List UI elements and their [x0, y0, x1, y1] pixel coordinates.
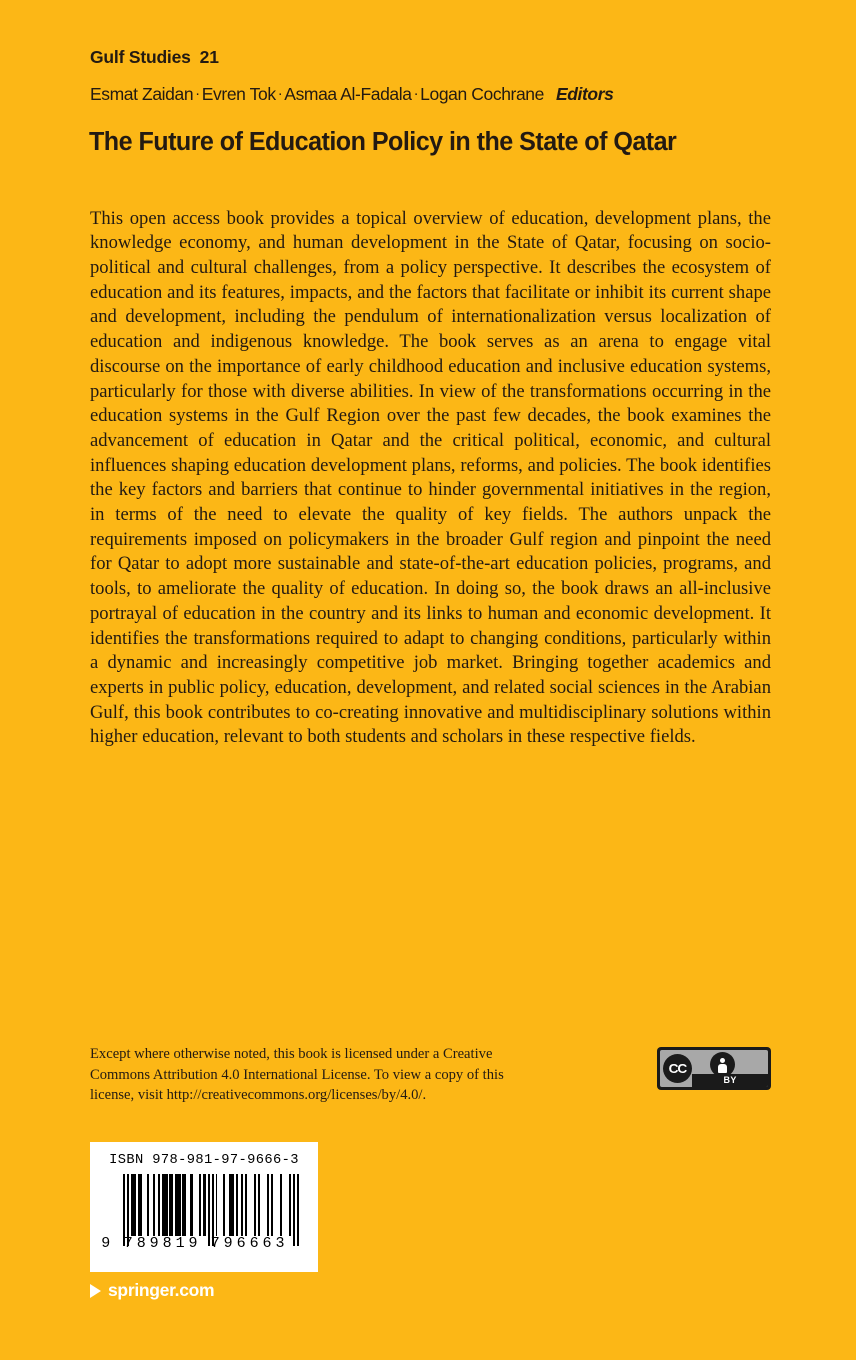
barcode-bar	[158, 1174, 160, 1236]
editor-separator: ·	[277, 85, 283, 102]
play-triangle-icon	[90, 1284, 101, 1298]
series-volume: 21	[199, 47, 219, 67]
barcode-digit: 9	[149, 1235, 159, 1252]
editor-name-4: Logan Cochrane	[420, 84, 544, 104]
person-head	[720, 1058, 725, 1063]
barcode-bar	[245, 1174, 247, 1236]
isbn-barcode	[90, 1142, 318, 1272]
isbn-text: ISBN 978-981-97-9666-3	[109, 1152, 299, 1168]
barcode-digit: 6	[262, 1235, 272, 1252]
springer-logo[interactable]	[90, 1280, 214, 1301]
barcode-digit: 6	[249, 1235, 259, 1252]
barcode-digit: 7	[210, 1235, 220, 1252]
barcode-bar	[147, 1174, 149, 1236]
barcode-bar	[190, 1174, 194, 1236]
editors-role-label: Editors	[555, 84, 614, 104]
barcode-bar	[258, 1174, 260, 1236]
barcode-space	[247, 1174, 254, 1175]
cc-badge-inner	[660, 1050, 768, 1087]
person-glyph	[716, 1057, 730, 1073]
publisher-name: springer.com	[108, 1280, 215, 1300]
barcode-digit: 7	[123, 1235, 133, 1252]
editor-separator: ·	[413, 85, 419, 102]
barcode-bar	[267, 1174, 269, 1236]
barcode-digit: 6	[236, 1235, 246, 1252]
barcode-bar	[236, 1174, 238, 1236]
by-label: BY	[692, 1074, 768, 1087]
barcode-digit: 1	[175, 1235, 185, 1252]
editors-line	[90, 84, 613, 105]
license-notice: Except where otherwise noted, this book is licensed under a Creative Commons Attribution 4.0 International License. To view a copy of this license, visit http://creativecommons.org/licenses/by/4.0/.	[90, 1046, 504, 1103]
barcode-bar	[182, 1174, 186, 1236]
barcode-bar	[203, 1174, 207, 1236]
barcode-bar	[131, 1174, 137, 1236]
editor-name-3: Asmaa Al-Fadala	[284, 84, 412, 104]
barcode-bar	[229, 1174, 235, 1236]
barcode-bar	[138, 1174, 142, 1236]
barcode-digit: 9	[223, 1235, 233, 1252]
barcode-digits	[102, 1235, 306, 1251]
barcode-bar	[153, 1174, 155, 1236]
editor-name-1: Esmat Zaidan	[90, 84, 194, 104]
barcode-digit: 3	[275, 1235, 285, 1252]
barcode-bar	[199, 1174, 201, 1236]
barcode-bar	[223, 1174, 225, 1236]
series-name: Gulf Studies	[90, 47, 191, 67]
editor-separator: ·	[195, 85, 200, 102]
barcode-bar	[289, 1174, 291, 1236]
barcode-bar	[254, 1174, 256, 1236]
barcode-space	[282, 1174, 289, 1175]
creative-commons-by-badge-icon	[657, 1047, 771, 1090]
barcode-bar	[216, 1174, 218, 1236]
barcode-bar	[241, 1174, 243, 1236]
barcode-space	[260, 1174, 267, 1175]
barcode-bar	[175, 1174, 181, 1236]
barcode-digit: 9	[188, 1235, 198, 1252]
barcode-bar	[162, 1174, 168, 1236]
book-description: This open access book provides a topical overview of education, development plans, the knowledge economy, and human development in the State of Qatar, focusing on socio-political and cultural challenges, from a policy perspective. It describes the ecosystem of education and its features, impacts, and the factors that facilitate or inhibit its current shape and development, including the pendulum of internationalization versus localization of education and indigenous knowledge. The book serves as an arena to engage vital discourse on the importance of early childhood education and inclusive education systems, particularly for those with diverse abilities. In view of the transformations occurring in the education systems in the Gulf Region over the past few decades, the book examines the advancement of education in Qatar and the critical political, economic, and cultural influences shaping education development plans, reforms, and policies. The book identifies the key factors and barriers that continue to hinder governmental initiatives in the region, in terms of the need to elevate the quality of key fields. The authors unpack the requirements imposed on policymakers in the broader Gulf region and pinpoint the need for Qatar to adopt more sustainable and state-of-the-art education policies, programs, and tools, to ameliorate the quality of education. In doing so, the book draws an all-inclusive portrayal of education in the country and its links to human and economic development. It identifies the transformations required to adapt to changing conditions, particularly within a dynamic and increasingly competitive job market. Bringing together academics and experts in public policy, education, development, and related social sciences in the Arabian Gulf, this book contributes to co-creating innovative and multidisciplinary solutions within higher education, relevant to both students and scholars in these respective fields.	[90, 207, 771, 748]
barcode-space	[273, 1174, 280, 1175]
book-title: The Future of Education Policy in the State of Qatar	[89, 128, 677, 157]
series-line	[90, 47, 219, 68]
barcode-digit: 8	[162, 1235, 172, 1252]
editor-name-2: Evren Tok	[201, 84, 276, 104]
barcode-bar	[169, 1174, 173, 1236]
barcode-digit: 9	[101, 1235, 111, 1252]
person-body	[718, 1064, 727, 1073]
barcode-bar	[280, 1174, 282, 1236]
barcode-digit: 8	[136, 1235, 146, 1252]
cc-circle-icon	[663, 1054, 692, 1083]
barcode-bar	[271, 1174, 273, 1236]
cc-label: CC	[668, 1061, 687, 1076]
